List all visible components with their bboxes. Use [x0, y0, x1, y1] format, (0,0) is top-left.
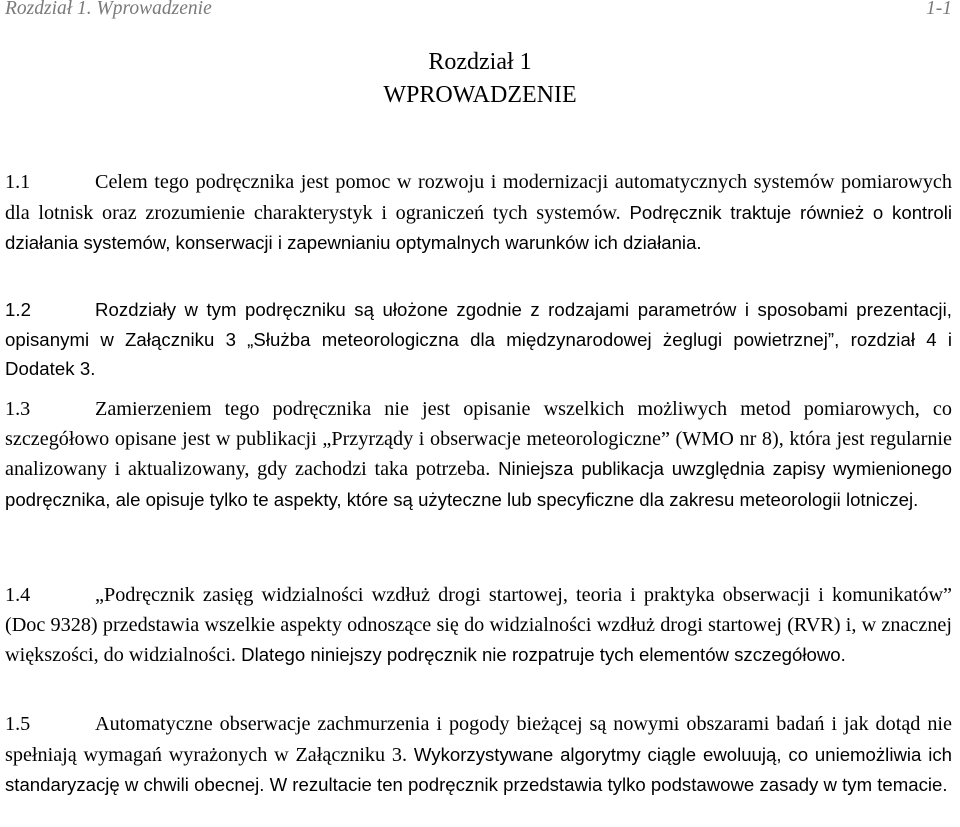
paragraph-number: 1.4 — [5, 584, 31, 606]
paragraph-text: Wykorzystywane algorytmy ciągle ewoluują, co uniemożliwia ich standaryzację w chwili obecnej. — [5, 743, 952, 796]
paragraph-number: 1.1 — [5, 171, 31, 193]
paragraph-text: W rezultacie ten podręcznik przedstawia tylko podstawowe zasady w tym temacie. — [264, 774, 948, 796]
paragraph-1-2 — [5, 295, 952, 384]
paragraph-text: Automatyczne obserwacje zachmurzenia i pogody bieżącej są nowymi obszarami badań i jak dotąd nie spełniają wymagań wyrażonych w Załączniku 3. — [5, 713, 952, 766]
paragraph-1-4 — [5, 581, 952, 671]
paragraph-text: Niniejsza publikacja uwzględnia zapisy wymienionego podręcznika, ale opisuje tylko te aspekty, które są użyteczne lub specyficzne dla zakresu meteorologii lotniczej. — [5, 458, 952, 511]
paragraph-1-3 — [5, 395, 952, 516]
paragraph-number: 1.3 — [5, 398, 31, 420]
paragraph-number: 1.2 — [5, 299, 31, 320]
paragraph-1-5 — [5, 710, 952, 801]
paragraph-text: Zamierzeniem tego podręcznika nie jest opisanie wszelkich możliwych metod pomiarowych, co szczegółowo opisane jest w publikacji „Przyrządy i obserwacje meteorologiczne” (WMO nr 8), która jest regularnie analizowany i aktualizowany, gdy zachodzi taka potrzeba. — [5, 398, 952, 481]
header-page-number: 1-1 — [926, 0, 952, 19]
chapter-title — [0, 46, 960, 112]
paragraph-text: „Podręcznik zasięg widzialności wzdłuż drogi startowej, teoria i praktyka obserwacji i komunikatów” (Doc 9328) przedstawia wszelkie aspekty odnoszące się do widzialności wzdłuż drogi startowej (RVR) i, w znacznej większości, do widzialności. — [5, 584, 952, 667]
paragraph-text: Dlatego niniejszy podręcznik nie rozpatruje tych elementów szczegółowo. — [235, 644, 846, 666]
paragraph-text: Rozdziały w tym podręczniku są ułożone zgodnie z rodzajami parametrów i sposobami prezentacji, opisanymi w Załączniku 3 „Służba meteorologiczna dla międzynarodowej żeglugi powietrznej”, rozdział 4 i Dodatek 3. — [5, 299, 952, 380]
header-chapter-name: Rozdział 1. Wprowadzenie — [5, 0, 212, 19]
paragraph-number: 1.5 — [5, 713, 31, 735]
paragraph-1-1 — [5, 168, 952, 259]
chapter-heading: WPROWADZENIE — [383, 82, 577, 108]
chapter-number: Rozdział 1 — [428, 49, 532, 75]
paragraph-text: Celem tego podręcznika jest pomoc w rozwoju i modernizacji automatycznych systemów pomiarowych dla lotnisk oraz zrozumienie charakterystyk i ograniczeń tych systemów. — [5, 171, 952, 224]
paragraph-text: Podręcznik traktuje również o kontroli działania systemów, konserwacji i zapewnianiu optymalnych warunków ich działania. — [5, 201, 952, 254]
running-header — [5, 0, 952, 22]
